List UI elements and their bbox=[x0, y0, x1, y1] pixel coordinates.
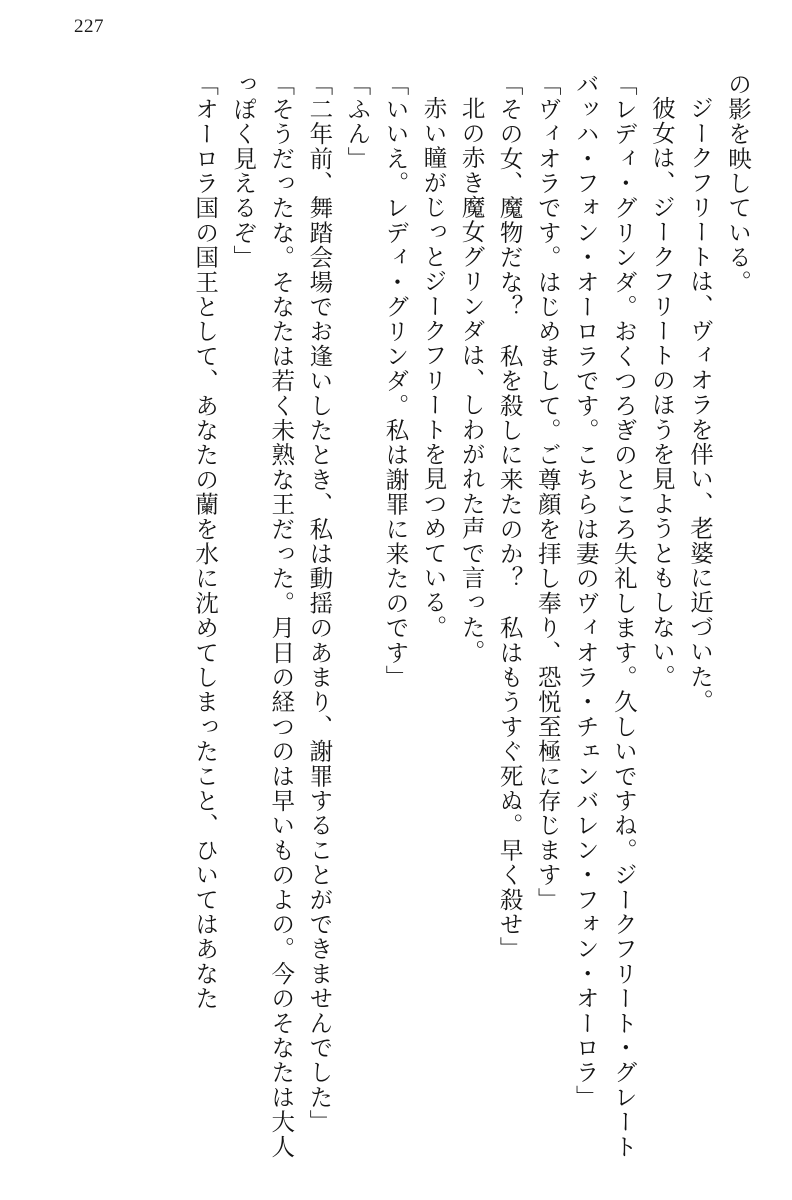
paragraph: ジークフリートは、ヴィオラを伴い、老婆に近づいた。 bbox=[685, 95, 712, 713]
paragraph: 「レディ・グリンダ。おくつろぎのところ失礼します。久しいですね。ジークフリート・グレートバッハ・フォン・オーロラです。こちらは妻のヴィオラ・チェンバレン・フォン・オーロラ」 bbox=[571, 72, 636, 1159]
paragraph: 「オーロラ国の国王として、あなたの蘭を水に沈めてしまったこと、ひいてはあなた bbox=[191, 72, 218, 1011]
paragraph: 彼女は、ジークフリートのほうを見ようともしない。 bbox=[647, 95, 674, 689]
page-number: 227 bbox=[74, 16, 104, 37]
paragraph: 赤い瞳がじっとジークフリートを見つめている。 bbox=[419, 95, 446, 639]
paragraph: 「ふん」 bbox=[343, 72, 370, 171]
paragraph: 「そうだったな。そなたは若く未熟な王だった。月日の経つのは早いものよの。今のそなたは大人っぽく見えるぞ」 bbox=[229, 72, 294, 1159]
paragraph: 北の赤き魔女グリンダは、しわがれた声で言った。 bbox=[457, 95, 484, 664]
vertical-text-body bbox=[36, 72, 756, 1162]
paragraph: の影を映している。 bbox=[724, 72, 750, 295]
paragraph: 「二年前、舞踏会場でお逢いしたとき、私は動揺のあまり、謝罪することができませんでした」 bbox=[305, 72, 332, 1135]
paragraph: 「いいえ。レディ・グリンダ。私は謝罪に来たのです」 bbox=[381, 72, 408, 690]
paragraph: 「ヴィオラです。はじめまして。ご尊顔を拝し奉り、恐悦至極に存じます」 bbox=[533, 72, 560, 912]
paragraph: 「その女、魔物だな？ 私を殺しに来たのか？ 私はもうすぐ死ぬ。早く殺せ」 bbox=[495, 72, 522, 962]
